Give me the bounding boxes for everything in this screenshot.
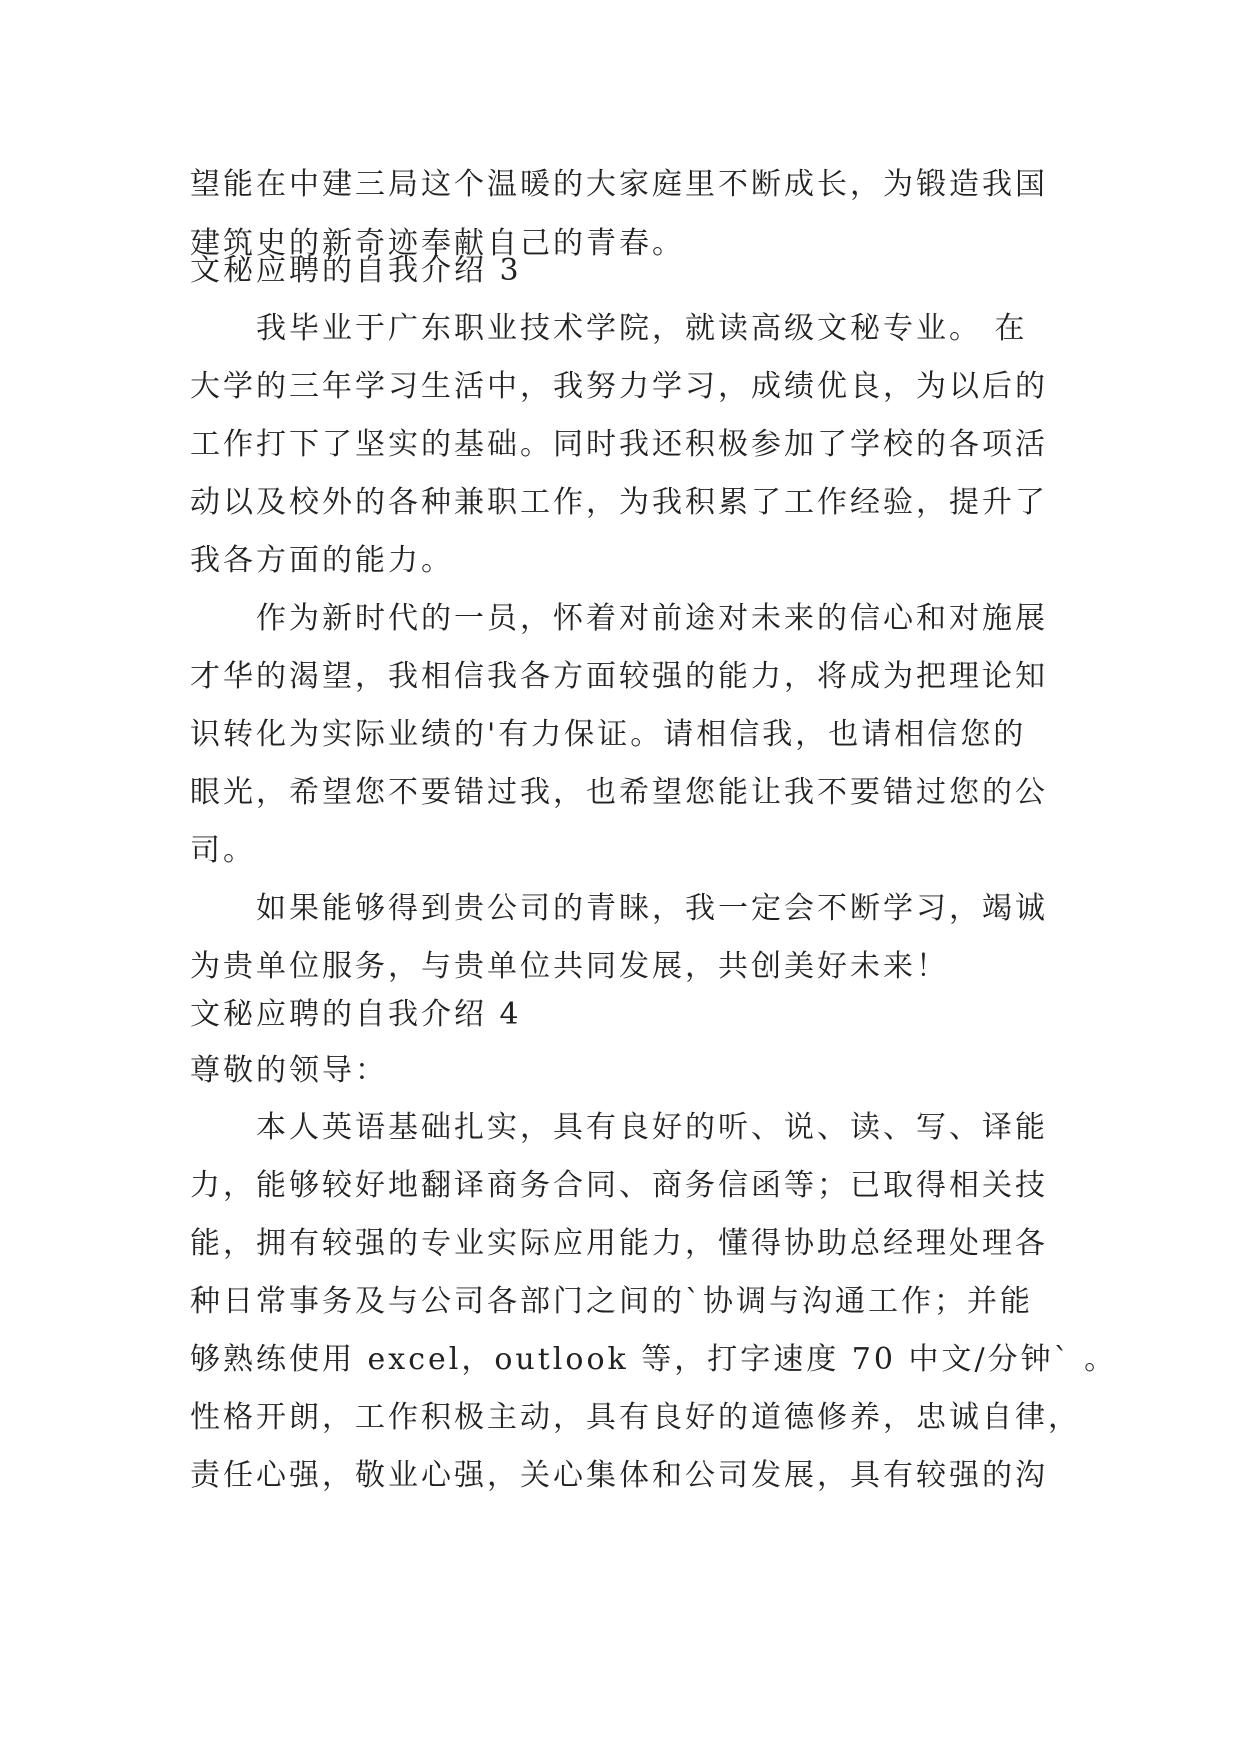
- paragraph-line: 司。: [190, 833, 256, 868]
- paragraph-line: 力，能够较好地翻译商务合同、商务信函等；已取得相关技: [190, 1168, 1048, 1203]
- paragraph-line: 大学的三年学习生活中，我努力学习，成绩优良，为以后的: [190, 369, 1048, 404]
- paragraph-line: 工作打下了坚实的基础。同时我还积极参加了学校的各项活: [190, 427, 1048, 462]
- paragraph-line: 如果能够得到贵公司的青睐，我一定会不断学习，竭诚: [256, 891, 1048, 926]
- paragraph-line: 才华的渴望，我相信我各方面较强的能力，将成为把理论知: [190, 659, 1048, 694]
- paragraph-line: 够熟练使用 excel，outlook 等，打字速度 70 中文/分钟` 。: [190, 1342, 1118, 1377]
- paragraph-line: 性格开朗，工作积极主动，具有良好的道德修养，忠诚自律，: [190, 1400, 1081, 1435]
- paragraph-line: 望能在中建三局这个温暖的大家庭里不断成长，为锻造我国: [190, 167, 1048, 202]
- paragraph-line: 我各方面的能力。: [190, 543, 454, 578]
- section-heading: 文秘应聘的自我介绍 3: [190, 253, 522, 288]
- paragraph-line: 眼光，希望您不要错过我，也希望您能让我不要错过您的公: [190, 775, 1048, 810]
- paragraph-line: 识转化为实际业绩的'有力保证。请相信我，也请相信您的: [190, 717, 1027, 752]
- paragraph-line: 为贵单位服务，与贵单位共同发展，共创美好未来！: [190, 949, 949, 984]
- paragraph-line: 种日常事务及与公司各部门之间的`协调与沟通工作；并能: [190, 1284, 1033, 1319]
- paragraph-line: 作为新时代的一员，怀着对前途对未来的信心和对施展: [256, 601, 1048, 636]
- paragraph-line: 能，拥有较强的专业实际应用能力，懂得协助总经理处理各: [190, 1226, 1048, 1261]
- paragraph-line: 本人英语基础扎实，具有良好的听、说、读、写、译能: [256, 1110, 1048, 1145]
- paragraph-line: 我毕业于广东职业技术学院，就读高级文秘专业。 在: [256, 311, 1028, 346]
- salutation: 尊敬的领导：: [190, 1053, 388, 1088]
- paragraph-line: 动以及校外的各种兼职工作，为我积累了工作经验，提升了: [190, 485, 1048, 520]
- paragraph-line: 建筑史的新奇迹奉献自己的青春。: [190, 226, 685, 261]
- paragraph-line: 责任心强，敬业心强，关心集体和公司发展，具有较强的沟: [190, 1458, 1048, 1493]
- section-heading: 文秘应聘的自我介绍 4: [190, 997, 522, 1032]
